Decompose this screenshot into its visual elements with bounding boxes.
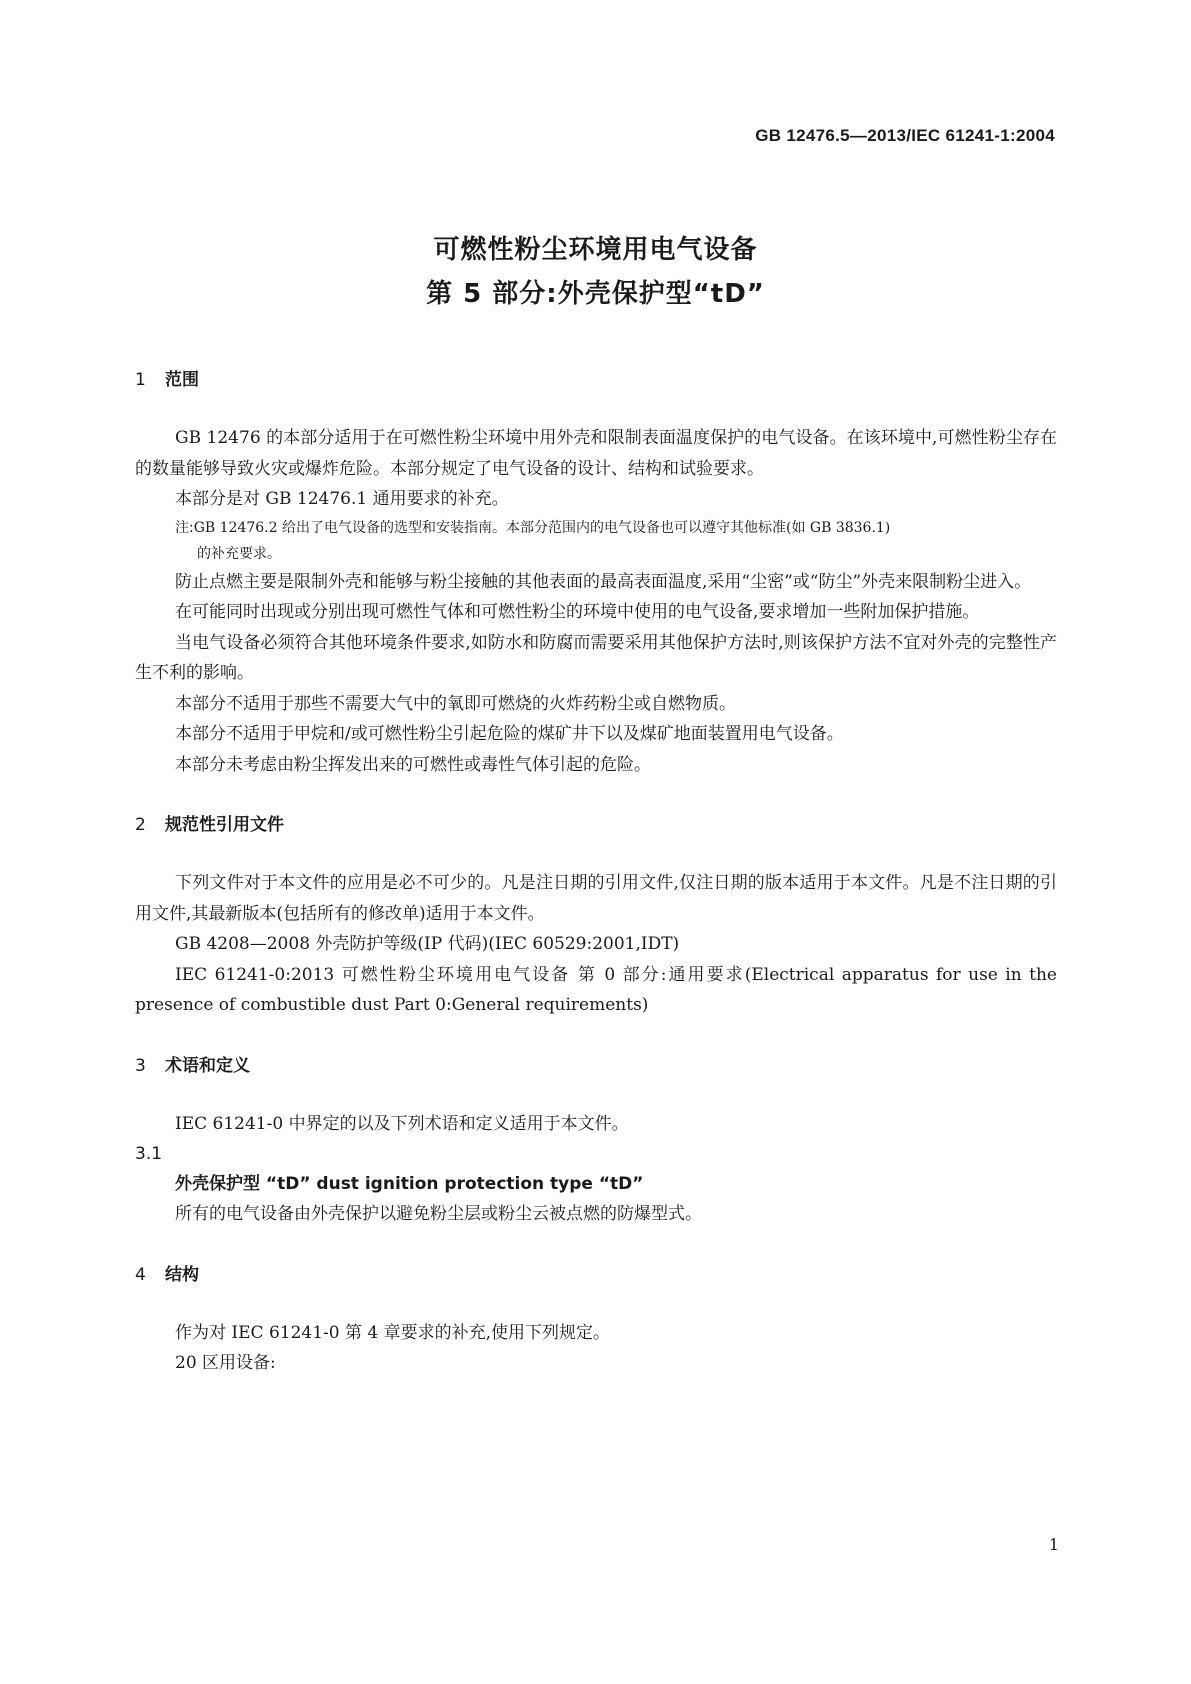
paragraph: 在可能同时出现或分别出现可燃性气体和可燃性粉尘的环境中使用的电气设备,要求增加一些附加保护措施。 [175, 602, 980, 622]
note-label: 注: [175, 519, 194, 536]
section-number: 3 [135, 1055, 146, 1076]
document-body [135, 365, 1057, 1379]
paragraph: 本部分未考虑由粉尘挥发出来的可燃性或毒性气体引起的危险。 [175, 754, 651, 775]
section-title: 术语和定义 [165, 1055, 250, 1076]
standard-code: GB 12476.5—2013/IEC 61241-1:2004 [755, 126, 1055, 145]
reference-item: IEC 61241-0:2013 可燃性粉尘环境用电气设备 第 0 部分:通用要求(Electrical apparatus for use in the presence of combustible dust Part 0:General requirements) [135, 964, 1057, 1015]
document-title [0, 228, 1191, 316]
term-definition: 所有的电气设备由外壳保护以避免粉尘层或粉尘云被点燃的防爆型式。 [175, 1204, 702, 1224]
section-2-heading [135, 810, 1057, 840]
title-line-1: 可燃性粉尘环境用电气设备 [433, 235, 758, 265]
term-title: 外壳保护型 “tD” dust ignition protection type “tD” [175, 1174, 644, 1194]
paragraph: 本部分不适用于那些不需要大气中的氧即可燃烧的火炸药粉尘或自燃物质。 [175, 693, 736, 714]
section-title: 规范性引用文件 [165, 815, 284, 835]
section-number: 1 [135, 370, 146, 390]
paragraph: GB 12476 的本部分适用于在可燃性粉尘环境中用外壳和限制表面温度保护的电气设备。在该环境中,可燃性粉尘存在的数量能够导致火灾或爆炸危险。本部分规定了电气设备的设计、结构和试验要求。 [135, 428, 1057, 479]
section-4-heading [135, 1260, 1057, 1290]
reference-item: GB 4208—2008 外壳防护等级(IP 代码)(IEC 60529:2001,IDT) [175, 934, 680, 954]
section-title: 范围 [165, 370, 199, 390]
term-number: 3.1 [135, 1144, 163, 1164]
paragraph: 作为对 IEC 61241-0 第 4 章要求的补充,使用下列规定。 [175, 1322, 611, 1343]
section-title: 结构 [165, 1264, 199, 1285]
section-3-heading [135, 1051, 1057, 1081]
section-1-heading [135, 365, 1057, 395]
paragraph: 本部分不适用于甲烷和/或可燃性粉尘引起危险的煤矿井下以及煤矿地面装置用电气设备。 [175, 724, 844, 744]
note-text-continued: 的补充要求。 [197, 545, 281, 562]
paragraph: IEC 61241-0 中界定的以及下列术语和定义适用于本文件。 [175, 1113, 629, 1134]
page-number: 1 [1048, 1535, 1059, 1554]
paragraph: 下列文件对于本文件的应用是必不可少的。凡是注日期的引用文件,仅注日期的版本适用于本文件。凡是不注日期的引用文件,其最新版本(包括所有的修改单)适用于本文件。 [135, 873, 1057, 924]
paragraph: 当电气设备必须符合其他环境条件要求,如防水和防腐而需要采用其他保护方法时,则该保护方法不宜对外壳的完整性产生不利的影响。 [135, 632, 1057, 683]
section-number: 4 [135, 1264, 146, 1285]
note [135, 515, 1057, 567]
paragraph: 本部分是对 GB 12476.1 通用要求的补充。 [175, 489, 509, 509]
note-text: GB 12476.2 给出了电气设备的选型和安装指南。本部分范围内的电气设备也可以遵守其他标准(如 GB 3836.1) [193, 519, 891, 536]
section-number: 2 [135, 815, 146, 835]
title-line-2: 第 5 部分:外壳保护型“tD” [426, 279, 765, 309]
paragraph: 防止点燃主要是限制外壳和能够与粉尘接触的其他表面的最高表面温度,采用“尘密”或“防尘”外壳来限制粉尘进入。 [175, 571, 1032, 592]
paragraph: 20 区用设备: [175, 1353, 276, 1373]
